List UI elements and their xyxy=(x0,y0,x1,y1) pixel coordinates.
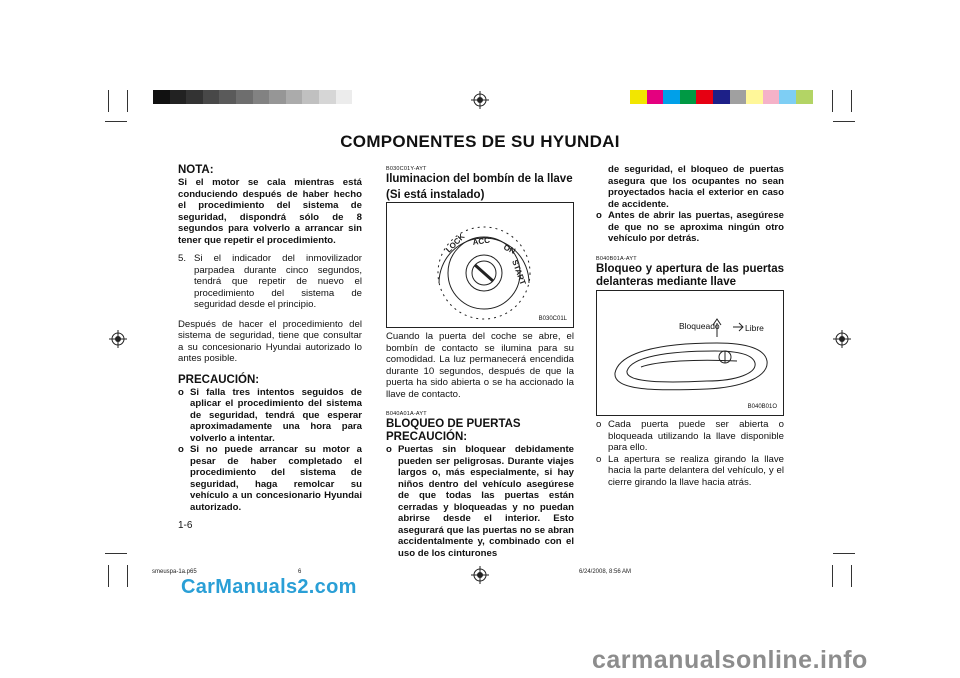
crop-mark xyxy=(108,565,109,587)
color-swatch xyxy=(680,90,697,104)
bullet: o xyxy=(178,386,184,398)
continued-text: de seguridad, el bloqueo de puertas asegura que los ocupantes no sean proyectados hacia el exterior en caso de accidente. xyxy=(608,164,784,210)
ignition-label-lock: LOCK xyxy=(444,232,467,255)
crop-mark xyxy=(833,553,855,554)
footer-date: 6/24/2008, 8:56 AM xyxy=(579,569,632,575)
crop-mark xyxy=(127,90,128,112)
section-heading: Iluminacion del bombín de la llave xyxy=(386,173,573,185)
color-swatch xyxy=(763,90,780,104)
bullet-text: Si no puede arrancar su motor a pesar de haber completado el procedimiento del sistema de seguridad, haga remolcar su vehículo a un concesionario Hyundai autorizado. xyxy=(190,444,362,513)
ignition-figure xyxy=(386,202,574,328)
footer-file: smeuspa-1a.p65 xyxy=(152,569,197,575)
column-middle xyxy=(386,166,574,202)
watermark-carmanualsonline[interactable]: carmanualsonline.info xyxy=(592,646,868,674)
crop-mark xyxy=(108,90,109,112)
step-5 xyxy=(178,253,362,311)
registration-mark-icon xyxy=(471,566,489,584)
grayscale-bar xyxy=(153,90,352,104)
list-item xyxy=(596,419,784,454)
list-item xyxy=(596,164,784,210)
crop-mark xyxy=(105,121,127,122)
section-heading: BLOQUEO DE PUERTAS xyxy=(386,418,521,430)
color-bar xyxy=(630,90,813,104)
precaucion-title: PRECAUCIÓN: xyxy=(178,373,260,386)
watermark-carmanuals2[interactable]: CarManuals2.com xyxy=(181,576,357,598)
bullet-text: Cada puerta puede ser abierta o bloqueada utilizando la llave disponible para ello. xyxy=(608,419,784,453)
lock-label: Bloqueado xyxy=(679,321,720,331)
footer-page: 6 xyxy=(298,569,302,575)
bullet: o xyxy=(596,453,602,465)
bullet: o xyxy=(596,210,602,221)
list-item xyxy=(596,454,784,489)
list-item xyxy=(596,210,784,245)
color-swatch xyxy=(630,90,647,104)
section-code: B040A01A-AYT xyxy=(386,411,427,417)
page-title: COMPONENTES DE SU HYUNDAI xyxy=(340,132,620,151)
ignition-paragraph: Cuando la puerta del coche se abre, el bombín de contacto se ilumina para su comodidad. La luz permanecerá encendida durante 10 segundos, después de que la puerta ha sido abierta o se ha accionado la llave de contacto. xyxy=(386,331,574,400)
column-right xyxy=(596,164,784,245)
registration-mark-icon xyxy=(109,330,127,348)
color-swatch xyxy=(779,90,796,104)
color-swatch xyxy=(696,90,713,104)
bullet: o xyxy=(178,444,184,455)
list-item xyxy=(386,444,574,559)
column-middle-body xyxy=(386,331,574,559)
color-swatch xyxy=(746,90,763,104)
crop-mark xyxy=(832,565,833,587)
ignition-switch-illustration xyxy=(387,203,573,327)
crop-mark xyxy=(851,90,852,112)
color-swatch xyxy=(663,90,680,104)
column-left xyxy=(178,164,362,513)
color-swatch xyxy=(713,90,730,104)
bullet-text: La apertura se realiza girando la llave hacia la parte delantera del vehículo, y el cierre girando la llave hacia atrás. xyxy=(608,453,784,488)
section-door-key xyxy=(596,256,784,289)
door-handle-illustration xyxy=(597,291,783,415)
step-text: Si el indicador del inmovilizador parpadea durante cinco segundos, tendrá que repetir de nuevo el procedimiento del sistema de seguridad desde el principio. xyxy=(194,253,362,310)
list-item xyxy=(178,444,362,513)
precaucion-title: PRECAUCIÓN: xyxy=(386,431,468,443)
bullet: o xyxy=(386,444,392,455)
column-right-body xyxy=(596,419,784,488)
color-swatch xyxy=(796,90,813,104)
section-subheading: (Si está instalado) xyxy=(386,189,485,201)
nota-title: NOTA: xyxy=(178,164,214,176)
color-swatch xyxy=(730,90,747,104)
unlock-label: Libre xyxy=(745,323,764,333)
figure-code: B030C01L xyxy=(538,316,567,322)
list-item xyxy=(178,387,362,445)
crop-mark xyxy=(105,553,127,554)
registration-mark-icon xyxy=(833,330,851,348)
bullet-text: Si falla tres intentos seguidos de aplicar el procedimiento del sistema de seguridad, tendrá que esperar aproximadamente una hora para volverlo a intentar. xyxy=(190,386,362,444)
color-swatch xyxy=(647,90,664,104)
door-handle-figure xyxy=(596,290,784,416)
bullet: o xyxy=(596,419,602,430)
after-text: Después de hacer el procedimiento del sistema de seguridad, tiene que consultar a su concesionario Hyundai autorizado lo antes posible. xyxy=(178,318,362,364)
ignition-label-on: ON xyxy=(502,242,517,256)
page-number: 1-6 xyxy=(178,520,193,531)
bullet-text: Antes de abrir las puertas, asegúrese de que no se aproxima ningún otro vehículo por detrás. xyxy=(608,210,784,244)
registration-mark-icon xyxy=(471,91,489,109)
bullet-text: Puertas sin bloquear debidamente pueden ser peligrosas. Durante viajes largos o, más especialmente, si hay niños dentro del vehículo asegúrese de que todas las puertas están cerradas y bloqueadas y no puedan abrirse desde el interior. Esto asegurará que las puertas no se abran accidentalmente y, combinado con el uso de los cinturones xyxy=(398,444,574,559)
crop-mark xyxy=(851,565,852,587)
ignition-label-acc: ACC xyxy=(472,235,491,247)
nota-text: Si el motor se cala mientras está conduciendo después de haber hecho el procedimiento del sistema de seguridad, dispondrá sólo de 8 segundos para volverlo a arrancar sin tener que repetir el procedimiento. xyxy=(178,177,362,246)
figure-code: B040B01O xyxy=(747,404,777,410)
section-heading: Bloqueo y apertura de las puertas delanteras mediante llave xyxy=(596,263,784,288)
crop-mark xyxy=(832,90,833,112)
step-number: 5. xyxy=(178,253,187,264)
crop-mark xyxy=(127,565,128,587)
section-code: B030C01Y-AYT xyxy=(386,166,427,172)
ignition-label-start: START xyxy=(510,258,528,287)
crop-mark xyxy=(833,121,855,122)
section-code: B040B01A-AYT xyxy=(596,256,637,262)
